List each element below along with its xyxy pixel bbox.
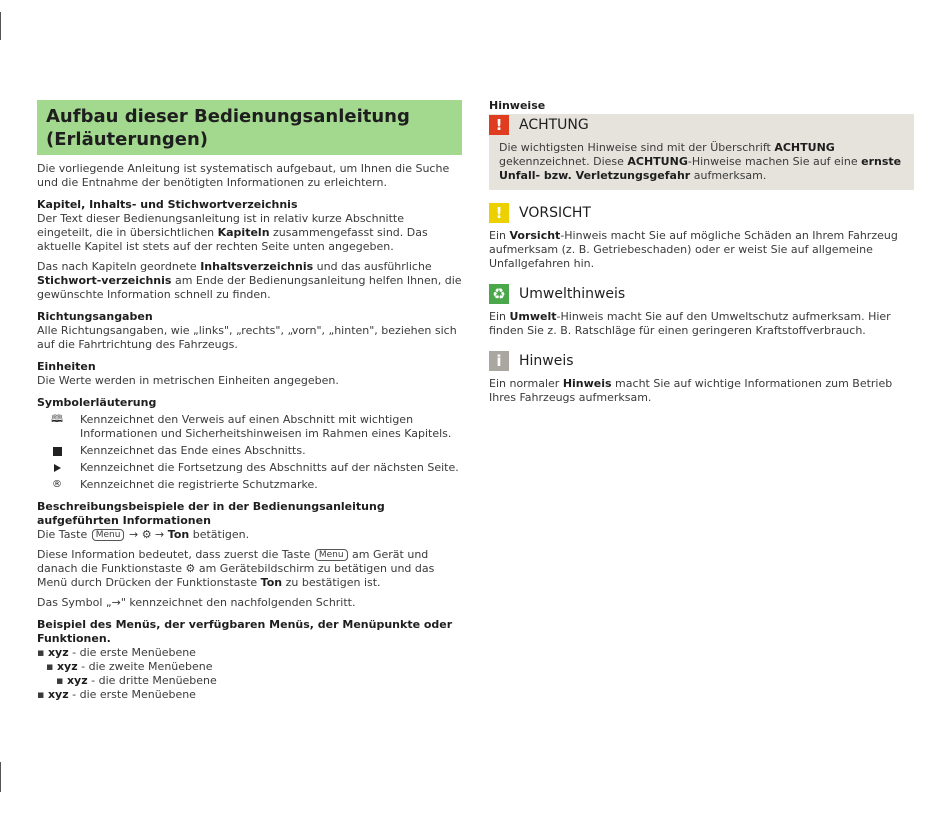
menu-tree-item: ▪ xyz - die dritte Menüebene xyxy=(56,674,217,687)
vorsicht-label: VORSICHT xyxy=(519,205,591,221)
title-line-2: (Erläuterungen) xyxy=(46,129,208,150)
hinweis-text: Ein normaler Hinweis macht Sie auf wichtige Informationen zum Betrieb Ihres Fahrzeugs aufmerksam. xyxy=(489,377,893,404)
hinweis-label: Hinweis xyxy=(519,353,574,369)
menu-key: Menu xyxy=(315,549,348,561)
umwelt-box xyxy=(489,283,914,338)
book-icon: 🕮 xyxy=(51,414,63,425)
hinweis-box xyxy=(489,350,914,405)
heading-menu-example: Beispiel des Menüs, der verfügbaren Menüs, der Menüpunkte oder Funktionen. xyxy=(37,618,453,645)
symbol-list xyxy=(37,413,462,492)
symbol-item: Kennzeichnet die Fortsetzung des Abschnitts auf der nächsten Seite. xyxy=(37,461,462,475)
end-square-icon xyxy=(49,444,65,461)
title-line-1: Aufbau dieser Bedienungsanleitung xyxy=(46,106,410,127)
kapitel-text-1: Der Text dieser Bedienungsanleitung ist in relativ kurze Abschnitte eingeteilt, die in übersichtlichen Kapiteln zusammengefasst sind. Das aktuelle Kapitel ist stets auf der rechten Seite unten angegeben. xyxy=(37,212,428,253)
achtung-text: Die wichtigsten Hinweise sind mit der Überschrift ACHTUNG gekennzeichnet. Diese ACHTUNG-Hinweise machen Sie auf eine ernste Unfall- bzw. Verletzungsgefahr aufmerksam. xyxy=(499,141,902,182)
symbol-item: 🕮 Kennzeichnet den Verweis auf einen Abschnitt mit wichtigen Informationen und Sicherheitshinweisen im Rahmen eines Kapitels. xyxy=(37,413,462,441)
crop-mark-top xyxy=(0,12,1,40)
heading-beschreibungsbeispiele: Beschreibungsbeispiele der in der Bedienungsanleitung aufgeführten Informationen xyxy=(37,500,385,527)
beispiel-line: Die Taste Menu → ⚙ → Ton betätigen. xyxy=(37,528,250,541)
umwelt-label: Umwelthinweis xyxy=(519,286,626,302)
right-column xyxy=(489,99,914,417)
left-column xyxy=(37,100,462,702)
page-title xyxy=(37,100,462,155)
achtung-box xyxy=(489,114,914,190)
heading-richtungsangaben: Richtungsangaben xyxy=(37,310,153,323)
menu-tree-item: ▪ xyz - die erste Menüebene xyxy=(37,688,196,701)
continue-triangle-icon xyxy=(49,461,65,477)
intro-text: Die vorliegende Anleitung ist systematisch aufgebaut, um Ihnen die Suche und die Entnahme der benötigten Informationen zu erleichtern. xyxy=(37,162,450,189)
einheiten-text: Die Werte werden in metrischen Einheiten angegeben. xyxy=(37,374,339,387)
menu-tree-item: ▪ xyz - die erste Menüebene xyxy=(37,646,196,659)
caution-icon: ! xyxy=(489,203,509,223)
achtung-label: ACHTUNG xyxy=(519,117,589,133)
symbol-item: Kennzeichnet das Ende eines Abschnitts. xyxy=(37,444,462,458)
arrow-symbol-text: Das Symbol „→" kennzeichnet den nachfolgenden Schritt. xyxy=(37,596,356,609)
beispiel-explanation: Diese Information bedeutet, dass zuerst die Taste Menu am Gerät und danach die Funktionstaste ⚙ am Gerätebildschirm zu betätigen und das Menü durch Drücken der Funktionstaste Ton zu bestätigen ist. xyxy=(37,548,435,589)
gear-icon: ⚙ xyxy=(185,562,196,575)
vorsicht-box xyxy=(489,202,914,271)
crop-mark-bottom xyxy=(0,762,1,792)
heading-symbolerlaeuterung: Symbolerläuterung xyxy=(37,396,157,409)
richtungsangaben-text: Alle Richtungsangaben, wie „links", „rechts", „vorn", „hinten", beziehen sich auf die Fahrtrichtung des Fahrzeugs. xyxy=(37,324,457,351)
kapitel-text-2: Das nach Kapiteln geordnete Inhaltsverzeichnis und das ausführliche Stichwort-verzeichnis am Ende der Bedienungsanleitung helfen Ihnen, die gewünschte Information schnell zu finden. xyxy=(37,260,462,301)
hinweise-heading: Hinweise xyxy=(489,99,546,112)
menu-key: Menu xyxy=(92,529,125,541)
warning-icon: ! xyxy=(489,115,509,135)
environment-icon: ♻ xyxy=(489,284,509,304)
menu-tree-item: ▪ xyz - die zweite Menüebene xyxy=(46,660,213,673)
heading-einheiten: Einheiten xyxy=(37,360,96,373)
umwelt-text: Ein Umwelt-Hinweis macht Sie auf den Umweltschutz aufmerksam. Hier finden Sie z. B. Ratschläge für einen geringeren Kraftstoffverbrauch. xyxy=(489,310,891,337)
registered-icon: ® xyxy=(52,479,62,490)
menu-tree xyxy=(37,646,462,702)
symbol-item: ® Kennzeichnet die registrierte Schutzmarke. xyxy=(37,478,462,492)
heading-kapitel: Kapitel, Inhalts- und Stichwortverzeichnis xyxy=(37,198,298,211)
vorsicht-text: Ein Vorsicht-Hinweis macht Sie auf mögliche Schäden an Ihrem Fahrzeug aufmerksam (z. B. Getriebeschaden) oder er weist Sie auf allgemeine Unfallgefahren hin. xyxy=(489,229,898,270)
gear-icon: ⚙ xyxy=(141,528,152,541)
info-icon: i xyxy=(489,351,509,371)
